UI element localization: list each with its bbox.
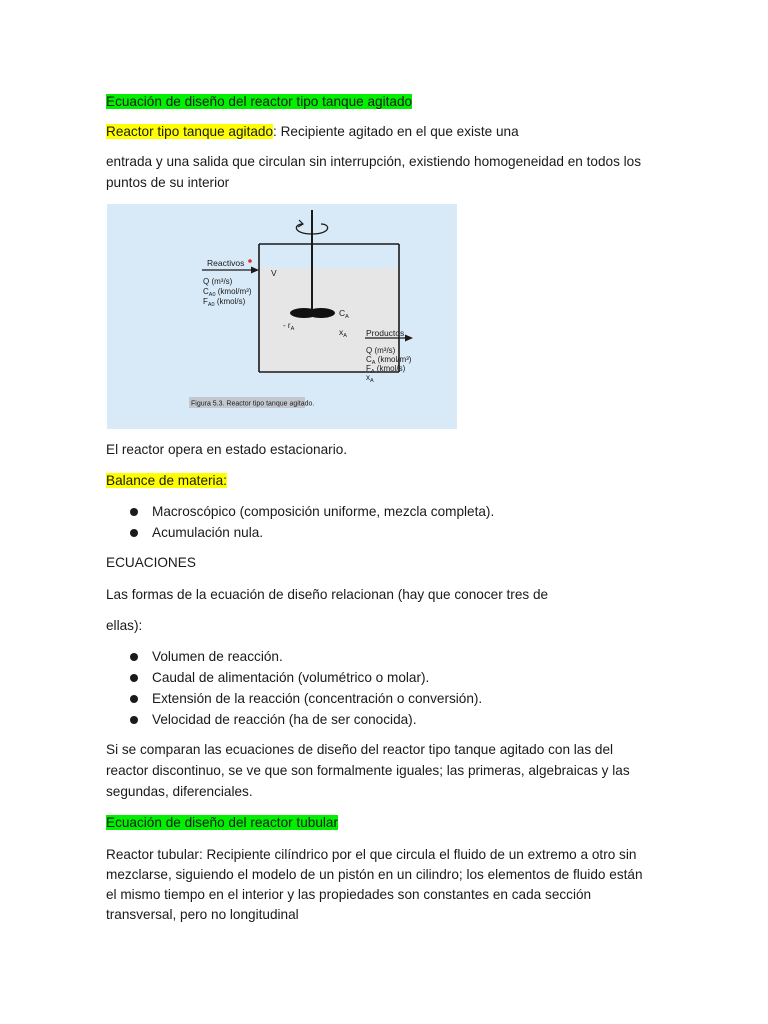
comparison-line2: reactor discontinuo, se ve que son formalmente iguales; las primeras, algebraicas y las (106, 763, 630, 778)
outlet-molar-flow: $F_A$ (kmol/s) (366, 364, 406, 375)
outlet-label: Productos (366, 328, 405, 338)
outlet-arrowhead-icon (405, 335, 413, 342)
equations-item: Caudal de alimentación (volumétrico o molar). (152, 670, 430, 685)
figure-caption: Figura 5.3. Reactor tipo tanque agitado. (191, 400, 315, 408)
cstr-diagram (107, 204, 457, 429)
comparison-line1: Si se comparan las ecuaciones de diseño del reactor tipo tanque agitado con las del (106, 742, 614, 757)
bullet-dot (130, 508, 138, 516)
cstr-definition-line3: puntos de su interior (106, 175, 230, 190)
inlet-flow: Q (m³/s) (203, 277, 233, 286)
outlet-conversion: $x_A$ (366, 373, 374, 384)
comparison-line3: segundas, diferenciales. (106, 784, 253, 799)
inlet-marker (248, 259, 252, 263)
inlet-concentration: $C_{A0}$ (kmol/m³) (203, 287, 252, 298)
inlet-arrowhead-icon (251, 267, 259, 274)
equations-intro-line2: ellas): (106, 618, 143, 633)
bullet-dot (130, 653, 138, 661)
stationary-text: El reactor opera en estado estacionario. (106, 442, 348, 457)
conversion-label: $x_A$ (339, 327, 347, 339)
cstr-definition-line2: entrada y una salida que circulan sin interrupción, existiendo homogeneidad en todos los (106, 154, 642, 169)
cstr-term: Reactor tipo tanque agitado (106, 124, 274, 139)
equations-item: Velocidad de reacción (ha de ser conocida). (152, 712, 417, 727)
equations-intro-line1: Las formas de la ecuación de diseño relacionan (hay que conocer tres de (106, 587, 549, 602)
bullet-dot (130, 716, 138, 724)
equations-heading: ECUACIONES (106, 555, 196, 570)
impeller-blade-right (307, 308, 335, 318)
tubular-line1: Reactor tubular: Recipiente cilíndrico por el que circula el fluido de un extremo a otro sin (106, 847, 637, 862)
balance-heading: Balance de materia: (106, 473, 227, 488)
bullet-dot (130, 529, 138, 537)
tubular-line4: transversal, pero no longitudinal (106, 907, 299, 922)
section-heading-cstr: Ecuación de diseño del reactor tipo tanque agitado (106, 94, 413, 109)
concentration-label: $C_A$ (339, 308, 349, 320)
section-heading-tubular: Ecuación de diseño del reactor tubular (106, 815, 338, 830)
tubular-line3: el mismo tiempo en el interior y las propiedades son constantes en cada sección (106, 887, 592, 902)
cstr-definition-line1: Reactor tipo tanque agitado: Recipiente agitado en el que existe una (106, 124, 519, 139)
rate-label: - $r_A$ (283, 321, 295, 332)
rotation-arrowhead-icon (298, 220, 303, 227)
bullet-dot (130, 674, 138, 682)
equations-item: Extensión de la reacción (concentración o conversión). (152, 691, 483, 706)
outlet-concentration: $C_A$ (kmol/m³) (366, 355, 412, 366)
outlet-flow: Q (m³/s) (366, 346, 396, 355)
bullet-dot (130, 695, 138, 703)
balance-item: Acumulación nula. (152, 525, 264, 540)
inlet-molar-flow: $F_{A0}$ (kmol/s) (203, 297, 246, 308)
inlet-label: Reactivos (207, 258, 245, 268)
tubular-line2: mezclarse, siguiendo el modelo de un pistón en un cilindro; los elementos de fluido están (106, 867, 643, 882)
volume-label: V (271, 268, 277, 278)
balance-item: Macroscópico (composición uniforme, mezcla completa). (152, 504, 495, 519)
equations-item: Volumen de reacción. (152, 649, 283, 664)
cstr-figure (107, 204, 457, 429)
